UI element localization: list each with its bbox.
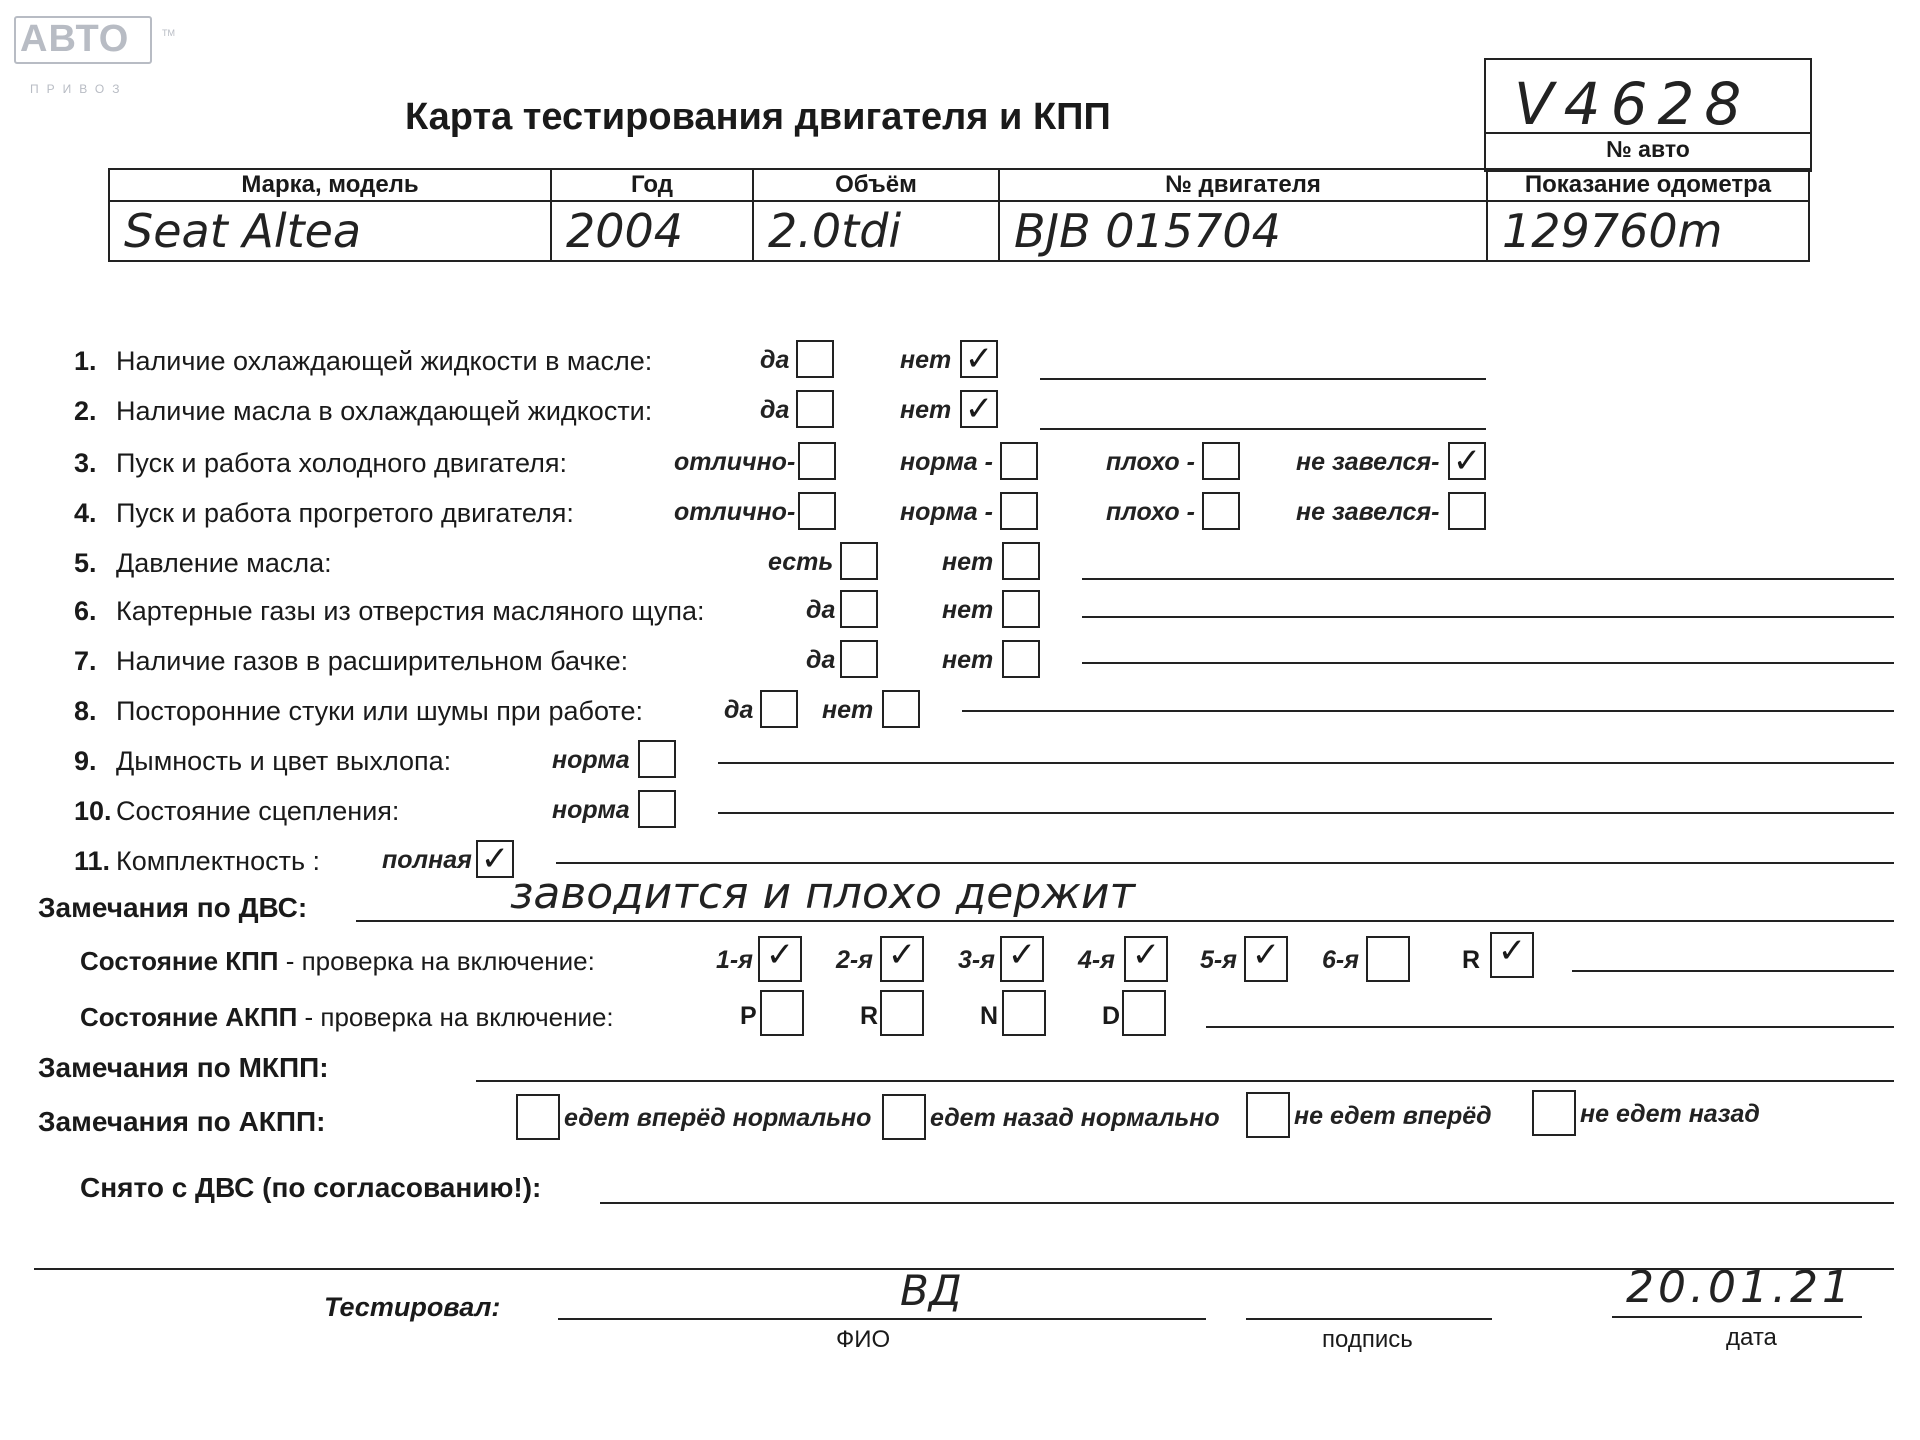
no-backward-checkbox[interactable] [1532,1090,1576,1136]
row-number: 6. [74,596,97,626]
check-row-2 [0,390,1920,434]
gear-4-checkbox[interactable]: ✓ [1124,936,1168,982]
option-label: норма - [900,448,993,476]
auto-number-value[interactable]: V4628 [1514,70,1752,138]
option-label: нет [822,696,874,724]
option-label: полная [382,846,472,874]
date-caption: дата [1726,1324,1777,1351]
check-row-3 [0,442,1920,486]
table-header-row [109,169,1809,201]
col-odometer: Показание одометра [1487,169,1809,201]
row-number: 4. [74,498,97,528]
checkbox-no[interactable] [882,690,920,728]
checkbox-not-started[interactable] [1448,492,1486,530]
name-caption: ФИО [836,1326,891,1353]
comment-line [962,710,1894,712]
no-forward-checkbox[interactable] [1246,1092,1290,1138]
gear-label: 6-я [1322,946,1359,974]
col-model: Марка, модель [109,169,551,201]
row-number: 10. [74,796,112,826]
mode-label: P [740,1002,757,1030]
engine-remarks-line [356,920,1894,922]
checkbox-yes[interactable] [840,590,878,628]
option-label: нет [900,396,952,424]
row-number: 7. [74,646,97,676]
auto-box-divider [1486,132,1810,134]
col-volume: Объём [753,169,999,201]
option-label: норма [552,746,630,774]
logo-main: АВТО [20,18,130,60]
engine-remarks-value[interactable]: заводится и плохо держит [510,868,1136,919]
checkbox-yes[interactable] [796,390,834,428]
row-text: Комплектность : [116,846,321,876]
mkpp-remarks-label: Замечания по МКПП: [38,1052,329,1083]
mode-d-checkbox[interactable] [1122,990,1166,1036]
logo-tm: TM [162,28,175,38]
row-number: 11. [74,846,111,876]
footer-divider [34,1268,1894,1270]
auto-number-box [1484,58,1812,172]
table-value-row [109,201,1809,261]
option-label: нет [900,346,952,374]
checkbox-no[interactable]: ✓ [960,390,998,428]
checkbox-not-started[interactable]: ✓ [1448,442,1486,480]
gear-6-checkbox[interactable] [1366,936,1410,982]
vehicle-info-table [108,168,1810,262]
check-row-10 [0,790,1920,834]
option-label: нет [942,548,994,576]
row-number: 9. [74,746,97,776]
checkbox-excellent[interactable] [798,492,836,530]
checkbox-normal[interactable] [1000,442,1038,480]
check-row-8 [0,690,1920,734]
option-label: нет [942,596,994,624]
mode-label: D [1102,1002,1121,1030]
mode-label: N [980,1002,999,1030]
row-text: Наличие охлаждающей жидкости в масле: [116,346,653,376]
check-row-5 [0,542,1920,586]
option-label: да [724,696,754,724]
removed-line [600,1202,1894,1204]
row-text: Состояние сцепления: [116,796,400,826]
option-label: едет назад нормально [930,1104,1220,1132]
year-value[interactable]: 2004 [551,201,753,261]
akpp-label-bold: Состояние АКПП [80,1002,298,1032]
tester-name-value[interactable]: ВД [900,1266,962,1315]
date-value[interactable]: 20.01.21 [1626,1262,1854,1313]
option-label: не завелся- [1296,498,1440,526]
comment-line [718,762,1894,764]
comment-line [1082,578,1894,580]
checkbox-no[interactable]: ✓ [960,340,998,378]
gear-label: R [1462,946,1481,974]
comment-line [1082,662,1894,664]
signature-line [1246,1318,1492,1320]
mode-r-checkbox[interactable] [880,990,924,1036]
row-number: 2. [74,396,97,426]
checkbox-excellent[interactable] [798,442,836,480]
akpp-label-rest: - проверка на включение: [297,1002,614,1032]
backward-normal-checkbox[interactable] [882,1094,926,1140]
checkbox-no[interactable] [1002,542,1040,580]
option-label: норма - [900,498,993,526]
row-text: Наличие масла в охлаждающей жидкости: [116,396,653,426]
checkbox-no[interactable] [1002,590,1040,628]
gear-label: 4-я [1078,946,1115,974]
checkbox-bad[interactable] [1202,442,1240,480]
gear-label: 2-я [836,946,873,974]
gear-label: 3-я [958,946,995,974]
gear-label: 1-я [716,946,753,974]
akpp-comment-line [1206,1026,1894,1028]
engine-remarks-label: Замечания по ДВС: [38,892,308,923]
comment-line [1082,616,1894,618]
akpp-remarks-label: Замечания по АКПП: [38,1106,326,1137]
akpp-label [80,1002,614,1033]
gear-2-checkbox[interactable]: ✓ [880,936,924,982]
comment-line [1040,428,1486,430]
forward-normal-checkbox[interactable] [516,1094,560,1140]
auto-number-label: № авто [1606,136,1690,162]
checkbox-yes[interactable] [760,690,798,728]
checkbox-yes[interactable] [840,542,878,580]
row-number: 5. [74,548,97,578]
engine-no-value[interactable]: BJB 015704 [999,201,1487,261]
kpp-label-rest: - проверка на включение: [278,946,595,976]
checkbox-yes[interactable] [796,340,834,378]
row-text: Посторонние стуки или шумы при работе: [116,696,643,726]
option-label: да [806,596,836,624]
option-label: не едет назад [1580,1100,1760,1128]
checkbox-bad[interactable] [1202,492,1240,530]
checkbox-complete[interactable]: ✓ [476,840,514,878]
option-label: есть [768,548,834,576]
logo [14,16,175,96]
model-value[interactable]: Seat Altea [109,201,551,261]
row-text: Наличие газов в расширительном бачке: [116,646,629,676]
removed-label: Снято с ДВС (по согласованию!): [80,1172,542,1203]
check-row-7 [0,640,1920,684]
option-label: едет вперёд нормально [564,1104,872,1132]
row-text: Картерные газы из отверстия масляного щупа: [116,596,705,626]
mkpp-remarks-line [476,1080,1894,1082]
comment-line [556,862,1894,864]
checkbox-normal[interactable] [1000,492,1038,530]
option-label: плохо - [1106,448,1195,476]
odometer-value[interactable]: 129760m [1487,201,1809,261]
comment-line [718,812,1894,814]
kpp-comment-line [1572,970,1894,972]
volume-value[interactable]: 2.0tdi [753,201,999,261]
checkbox-normal[interactable] [638,740,676,778]
option-label: отлично- [674,498,796,526]
tested-label: Тестировал: [324,1292,501,1322]
row-text: Пуск и работа холодного двигателя: [116,448,567,478]
option-label: нет [942,646,994,674]
gear-3-checkbox[interactable]: ✓ [1000,936,1044,982]
check-row-9 [0,740,1920,784]
row-number: 3. [74,448,97,478]
comment-line [1040,378,1486,380]
page-title: Карта тестирования двигателя и КПП [405,96,1111,138]
mode-label: R [860,1002,879,1030]
check-row-6 [0,590,1920,634]
gear-r-checkbox[interactable]: ✓ [1490,932,1534,978]
gear-5-checkbox[interactable]: ✓ [1244,936,1288,982]
kpp-label-bold: Состояние КПП [80,946,279,976]
option-label: не едет вперёд [1294,1102,1492,1130]
mode-p-checkbox[interactable] [760,990,804,1036]
row-number: 1. [74,346,97,376]
option-label: да [760,396,790,424]
checkbox-yes[interactable] [840,640,878,678]
row-number: 8. [74,696,97,726]
kpp-label [80,946,595,977]
option-label: да [760,346,790,374]
gear-1-checkbox[interactable]: ✓ [758,936,802,982]
checkbox-normal[interactable] [638,790,676,828]
option-label: норма [552,796,630,824]
col-year: Год [551,169,753,201]
logo-sub: ПРИВОЗ [30,82,128,96]
signature-caption: подпись [1322,1326,1413,1353]
row-text: Пуск и работа прогретого двигателя: [116,498,574,528]
option-label: да [806,646,836,674]
col-engine-no: № двигателя [999,169,1487,201]
option-label: плохо - [1106,498,1195,526]
name-line [558,1318,1206,1320]
option-label: не завелся- [1296,448,1440,476]
mode-n-checkbox[interactable] [1002,990,1046,1036]
row-text: Дымность и цвет выхлопа: [116,746,452,776]
date-line [1612,1316,1862,1318]
check-row-4 [0,492,1920,536]
row-text: Давление масла: [116,548,332,578]
gear-label: 5-я [1200,946,1237,974]
checkbox-no[interactable] [1002,640,1040,678]
option-label: отлично- [674,448,796,476]
check-row-1 [0,340,1920,384]
